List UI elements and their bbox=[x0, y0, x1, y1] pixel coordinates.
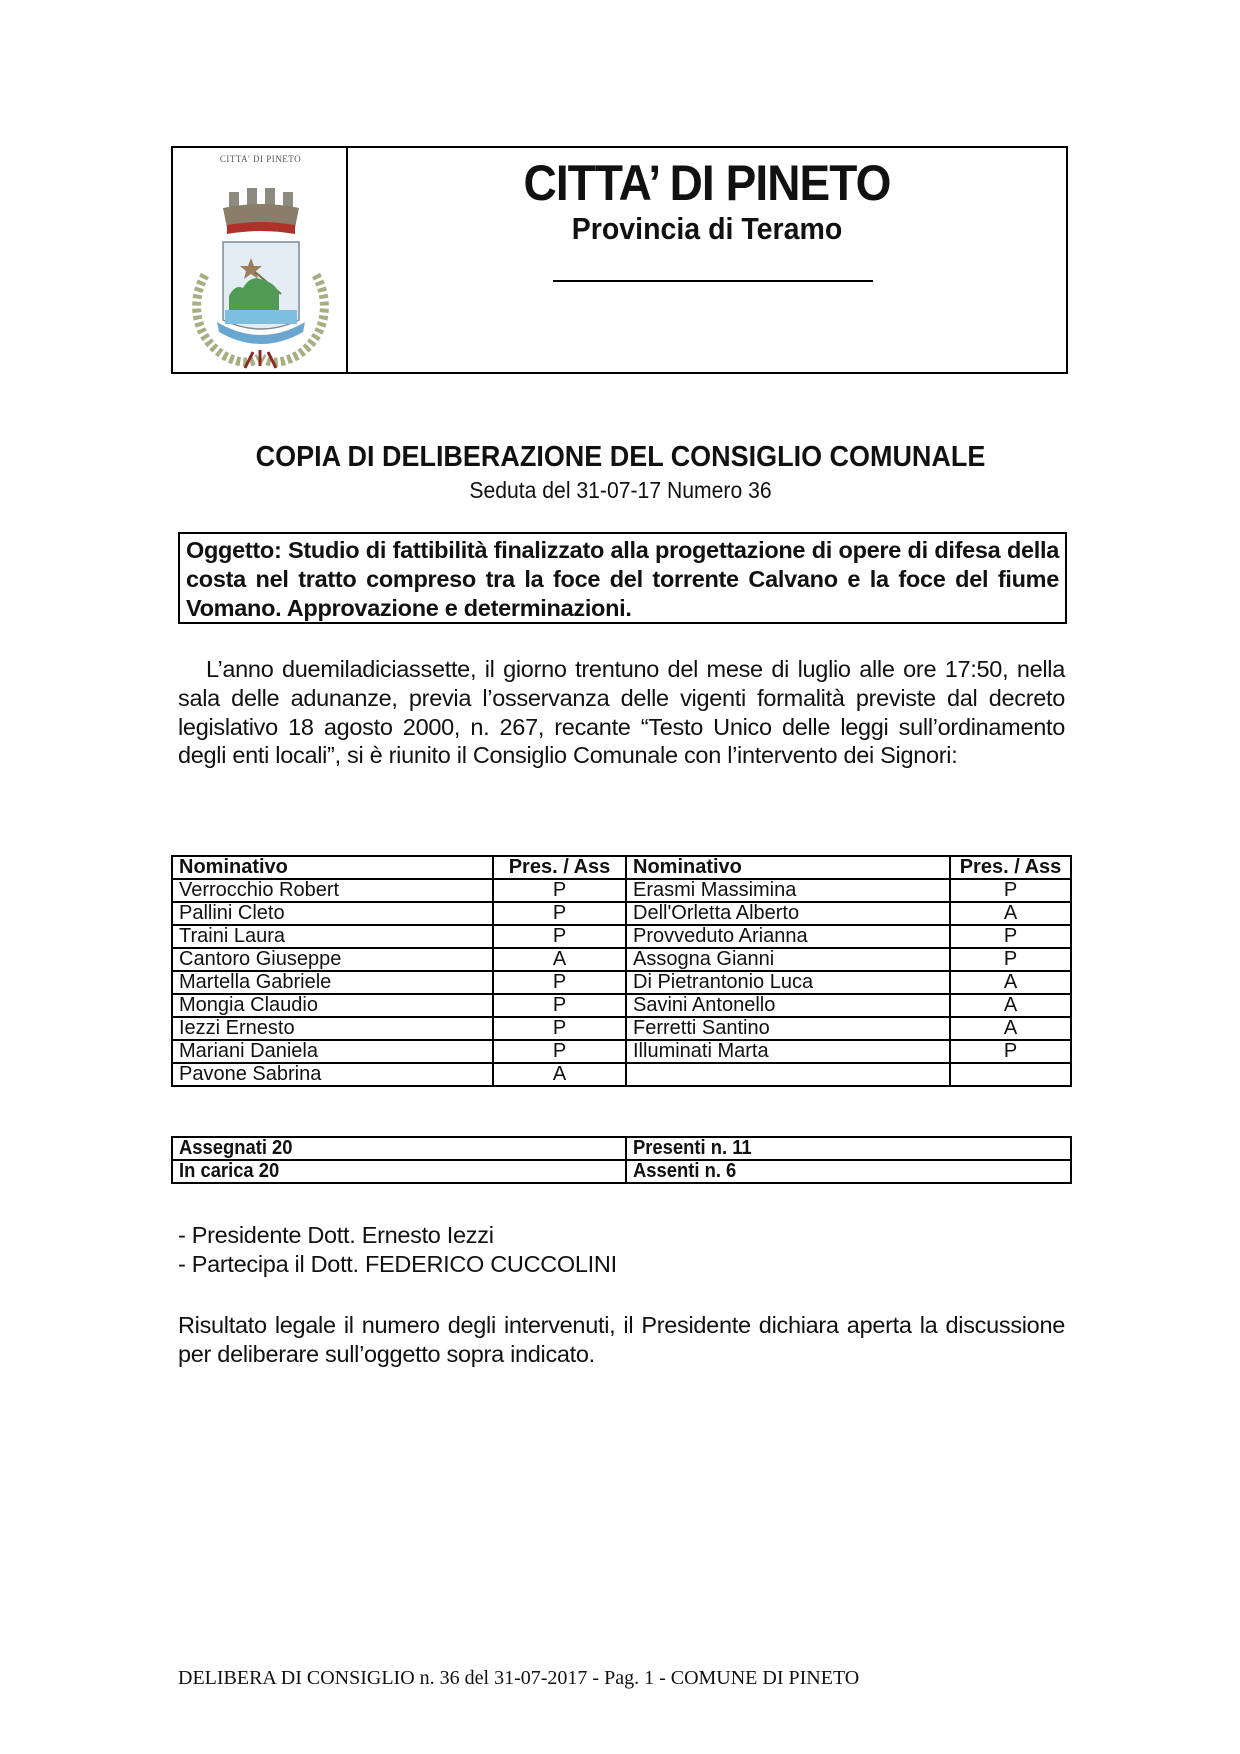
assigned-count: Assegnati 20 bbox=[172, 1137, 626, 1160]
attendance-header-row bbox=[172, 856, 1071, 879]
column-header-presence: Pres. / Ass bbox=[950, 856, 1071, 879]
presence-status: P bbox=[950, 925, 1071, 948]
member-name: Assogna Gianni bbox=[626, 948, 950, 971]
presence-status: A bbox=[493, 948, 626, 971]
coat-of-arms-icon bbox=[183, 170, 338, 370]
page-footer: DELIBERA DI CONSIGLIO n. 36 del 31-07-2017 - Pag. 1 - COMUNE DI PINETO bbox=[178, 1667, 860, 1689]
member-name: Cantoro Giuseppe bbox=[172, 948, 493, 971]
table-row bbox=[172, 1017, 1071, 1040]
presence-status: P bbox=[493, 1017, 626, 1040]
presence-status: A bbox=[950, 902, 1071, 925]
table-row bbox=[172, 948, 1071, 971]
table-row bbox=[172, 1040, 1071, 1063]
presence-status: P bbox=[493, 879, 626, 902]
column-header-presence: Pres. / Ass bbox=[493, 856, 626, 879]
column-header-name: Nominativo bbox=[172, 856, 493, 879]
summary-row bbox=[172, 1137, 1071, 1160]
province-subtitle: Provincia di Teramo bbox=[571, 211, 843, 246]
member-name: Illuminati Marta bbox=[626, 1040, 950, 1063]
title-cell bbox=[348, 148, 1066, 372]
logo-caption: CITTA' DI PINETO bbox=[219, 154, 302, 164]
in-office-count: In carica 20 bbox=[172, 1160, 626, 1183]
member-name: Ferretti Santino bbox=[626, 1017, 950, 1040]
presence-status: P bbox=[493, 902, 626, 925]
table-row bbox=[172, 971, 1071, 994]
presence-status: A bbox=[950, 994, 1071, 1017]
member-name: Verrocchio Robert bbox=[172, 879, 493, 902]
table-row bbox=[172, 1063, 1071, 1086]
member-name: Provveduto Arianna bbox=[626, 925, 950, 948]
presence-status: P bbox=[493, 994, 626, 1017]
present-count: Presenti n. 11 bbox=[626, 1137, 1071, 1160]
president-line: - Presidente Dott. Ernesto Iezzi bbox=[178, 1222, 494, 1248]
document-title: COPIA DI DELIBERAZIONE DEL CONSIGLIO COMUNALE bbox=[255, 441, 986, 473]
attendance-summary-table bbox=[171, 1136, 1072, 1184]
table-row bbox=[172, 994, 1071, 1017]
presence-status: P bbox=[493, 1040, 626, 1063]
member-name: Pavone Sabrina bbox=[172, 1063, 493, 1086]
member-name: Savini Antonello bbox=[626, 994, 950, 1017]
member-name: Mongia Claudio bbox=[172, 994, 493, 1017]
table-row bbox=[172, 879, 1071, 902]
summary-row bbox=[172, 1160, 1071, 1183]
member-name: Iezzi Ernesto bbox=[172, 1017, 493, 1040]
session-info: Seduta del 31-07-17 Numero 36 bbox=[469, 477, 772, 503]
member-name bbox=[626, 1063, 950, 1086]
presence-status: A bbox=[493, 1063, 626, 1086]
table-row bbox=[172, 902, 1071, 925]
logo-cell bbox=[173, 148, 348, 372]
presence-status: A bbox=[950, 971, 1071, 994]
member-name: Mariani Daniela bbox=[172, 1040, 493, 1063]
member-name: Traini Laura bbox=[172, 925, 493, 948]
member-name: Martella Gabriele bbox=[172, 971, 493, 994]
absent-count: Assenti n. 6 bbox=[626, 1160, 1071, 1183]
presence-status bbox=[950, 1063, 1071, 1086]
subject-text: Oggetto: Studio di fattibilità finalizzato alla progettazione di opere di difesa della costa nel tratto compreso tra la foce del torrente Calvano e la foce del fiume Vomano. Approvazione e determinazioni. bbox=[186, 537, 1059, 621]
presence-status: P bbox=[950, 1040, 1071, 1063]
attendance-table bbox=[171, 855, 1072, 1087]
member-name: Di Pietrantonio Luca bbox=[626, 971, 950, 994]
presence-status: A bbox=[950, 1017, 1071, 1040]
presence-status: P bbox=[950, 948, 1071, 971]
subject-box bbox=[178, 532, 1067, 624]
intro-paragraph: L’anno duemiladiciassette, il giorno trentuno del mese di luglio alle ore 17:50, nella sala delle adunanze, previa l’osservanza delle vigenti formalità previste dal decreto legislativo 18 agosto 2000, n. 267, recante “Testo Unico delle leggi sull’ordinamento degli enti locali”, si è riunito il Consiglio Comunale con l’intervento dei Signori: bbox=[178, 656, 1065, 769]
member-name: Erasmi Massimina bbox=[626, 879, 950, 902]
presence-status: P bbox=[493, 925, 626, 948]
member-name: Pallini Cleto bbox=[172, 902, 493, 925]
city-title: CITTA’ DI PINETO bbox=[523, 155, 891, 211]
title-underline bbox=[553, 280, 873, 282]
letterhead bbox=[171, 146, 1068, 374]
column-header-name: Nominativo bbox=[626, 856, 950, 879]
presence-status: P bbox=[950, 879, 1071, 902]
presence-status: P bbox=[493, 971, 626, 994]
table-row bbox=[172, 925, 1071, 948]
member-name: Dell'Orletta Alberto bbox=[626, 902, 950, 925]
result-paragraph: Risultato legale il numero degli intervenuti, il Presidente dichiara aperta la discussione per deliberare sull’oggetto sopra indicato. bbox=[178, 1312, 1065, 1367]
participant-line: - Partecipa il Dott. FEDERICO CUCCOLINI bbox=[178, 1251, 617, 1277]
